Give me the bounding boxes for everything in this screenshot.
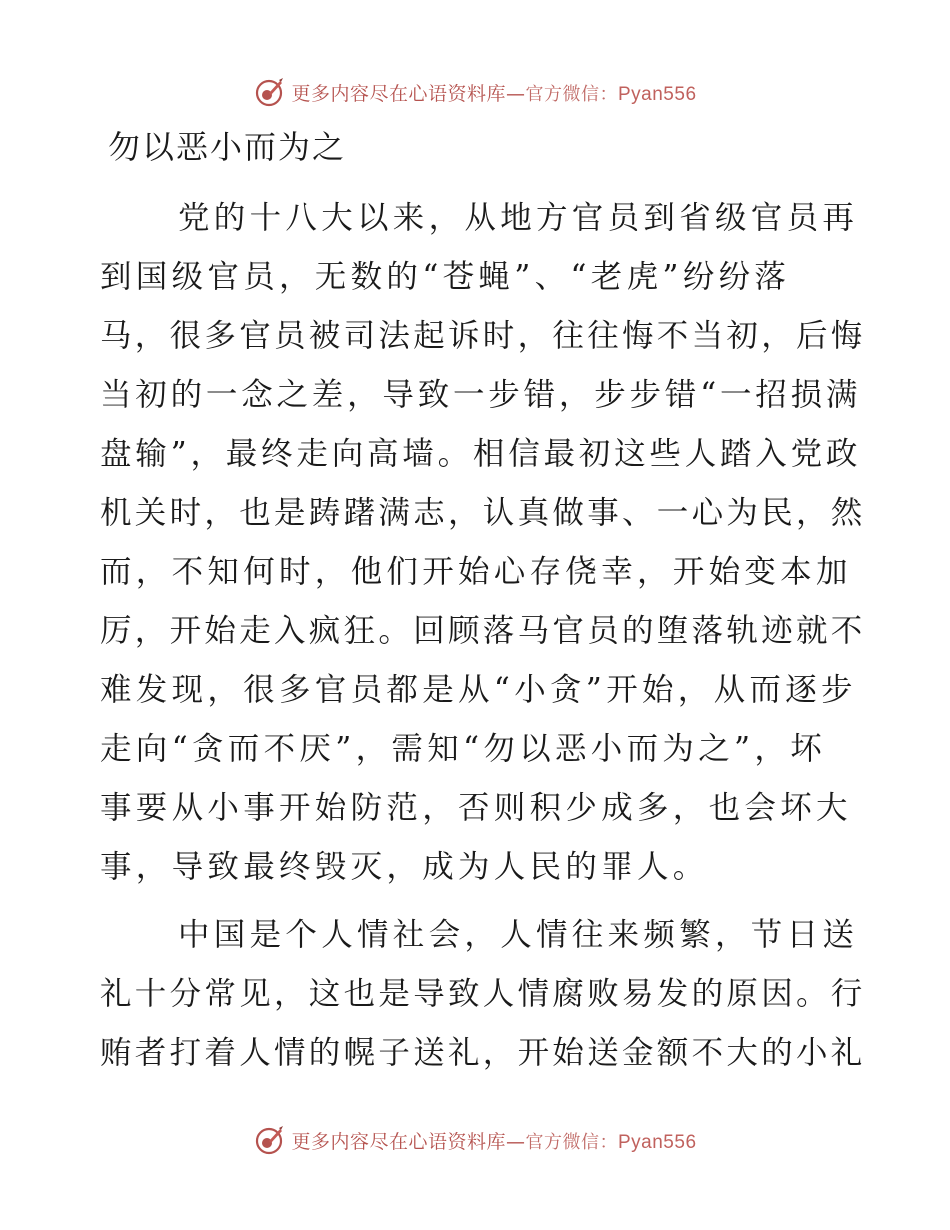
text-line: 走向“贪而不厌”，需知“勿以恶小而为之”，坏 (100, 731, 827, 767)
banner-content (253, 76, 696, 108)
text-line: 事，导致最终毁灭，成为人民的罪人。 (100, 849, 709, 885)
banner-wechat-id: Pyan556 (618, 1131, 697, 1153)
text-line: 机关时，也是踌躇满志，认真做事、一心为民，然 (100, 495, 866, 531)
text-line: 盘输”，最终走向高墙。相信最初这些人踏入党政 (100, 436, 862, 472)
text-line: 当初的一念之差，导致一步错，步步错“一招损满 (100, 377, 862, 413)
text-line: 事要从小事开始防范，否则积少成多，也会坏大 (100, 790, 852, 826)
banner-text (291, 1127, 696, 1154)
logo-icon (253, 1124, 285, 1156)
text-line: 厉，开始走入疯狂。回顾落马官员的堕落轨迹就不 (100, 613, 866, 649)
banner-separator: — (506, 1130, 526, 1153)
text-line: 党的十八大以来，从地方官员到省级官员再 (178, 200, 859, 236)
text-line: 礼十分常见，这也是导致人情腐败易发的原因。行 (100, 976, 866, 1012)
banner-wechat-id: Pyan556 (618, 83, 697, 105)
text-line: 难发现，很多官员都是从“小贪”开始，从而逐步 (100, 672, 857, 708)
logo-icon (253, 76, 285, 108)
text-line: 马，很多官员被司法起诉时，往往悔不当初，后悔 (100, 318, 866, 354)
document-title: 勿以恶小而为之 (108, 128, 347, 166)
banner-main-text: 更多内容尽在心语资料库 (291, 1130, 506, 1153)
footer-banner (0, 1120, 950, 1160)
header-banner (0, 72, 950, 112)
banner-main-text: 更多内容尽在心语资料库 (291, 82, 506, 105)
text-line: 贿者打着人情的幌子送礼，开始送金额不大的小礼 (100, 1035, 866, 1071)
text-line: 而，不知何时，他们开始心存侥幸，开始变本加 (100, 554, 852, 590)
banner-text (291, 79, 696, 106)
banner-content (253, 1124, 696, 1156)
banner-wechat-label: 官方微信： (525, 1131, 618, 1153)
banner-wechat-label: 官方微信： (525, 83, 618, 105)
text-line: 中国是个人情社会，人情往来频繁，节日送 (178, 917, 859, 953)
text-line: 到国级官员，无数的“苍蝇”、“老虎”纷纷落 (100, 259, 791, 295)
banner-separator: — (506, 82, 526, 105)
